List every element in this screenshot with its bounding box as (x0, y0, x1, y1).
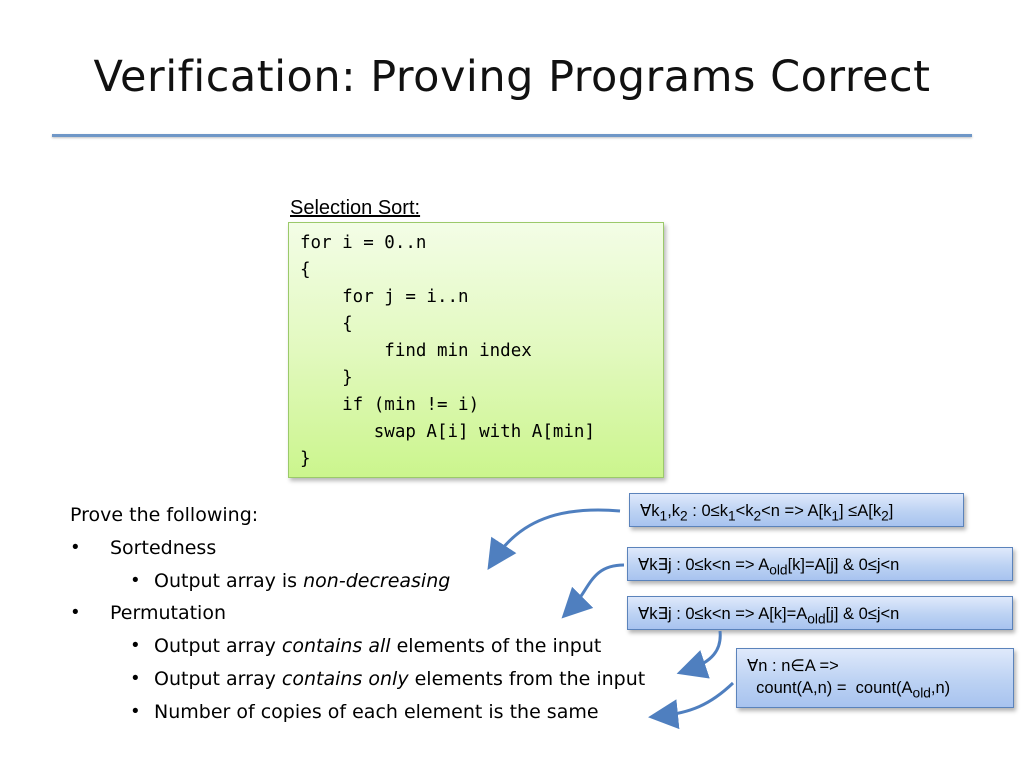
formula-text: ∀k∃j : 0≤k<n => A[k]=A (638, 605, 808, 623)
sortedness-formula-box (629, 493, 964, 527)
item-text: elements of the input (390, 635, 602, 657)
code-line: for i = 0..n (300, 233, 427, 253)
formula-subscript: 1 (727, 508, 736, 524)
bullet-dot: • (132, 635, 139, 656)
item-emphasis: non-decreasing (303, 570, 451, 592)
code-line: } (300, 449, 311, 469)
formula-text: ,n) (930, 679, 951, 697)
slide-title: Verification: Proving Programs Correct (93, 52, 931, 102)
formula-text: ] (888, 502, 894, 520)
code-line: for j = i..n (300, 287, 469, 307)
code-line: if (min != i) (300, 395, 480, 415)
code-line: { (300, 314, 353, 334)
formula-text: [k]=A[j] & 0≤j<n (787, 556, 900, 574)
arrow-to-contains-only (688, 631, 720, 670)
formula-subscript: 2 (680, 508, 688, 524)
code-line: swap A[i] with A[min] (300, 422, 596, 442)
formula-line: ∀n : n∈A => (747, 657, 839, 675)
sortedness-heading: Sortedness (110, 537, 217, 559)
formula-subscript: 2 (881, 508, 889, 524)
code-line: find min index (300, 341, 532, 361)
count-formula-box (736, 648, 1014, 708)
formula-text: <k (735, 502, 754, 520)
contains-all-formula-box (627, 547, 1013, 581)
sortedness-item-non-decreasing (154, 570, 450, 592)
item-emphasis: contains only (281, 668, 409, 690)
code-line: } (300, 368, 353, 388)
bullet-dot: • (72, 537, 79, 558)
bullet-dot: • (132, 701, 139, 722)
permutation-item-contains-only (154, 668, 645, 690)
contains-only-formula-box (627, 596, 1013, 630)
formula-text: count(A,n) = count(A (747, 679, 913, 697)
bullet-dot: • (72, 602, 79, 623)
formula-text: ∀k∃j : 0≤k<n => A (638, 556, 770, 574)
permutation-heading: Permutation (110, 602, 226, 624)
item-text: Output array (154, 635, 282, 657)
formula-text: ] ≤A[k (839, 502, 882, 520)
item-text: Output array (154, 668, 282, 690)
formula-text: ∀k (640, 502, 660, 520)
code-line: { (300, 260, 311, 280)
arrow-to-contains-all (570, 565, 624, 610)
formula-subscript: old (807, 611, 826, 627)
permutation-item-same-copies: Number of copies of each element is the same (154, 701, 599, 723)
arrow-to-same-copies (660, 683, 733, 716)
formula-subscript: 2 (753, 508, 762, 524)
formula-subscript: 1 (659, 508, 668, 524)
formula-text: : 0≤k (687, 502, 728, 520)
arrow-to-non-decreasing (494, 510, 620, 560)
code-box (288, 222, 664, 478)
item-text: elements from the input (408, 668, 646, 690)
title-divider (52, 134, 972, 137)
item-emphasis: contains all (281, 635, 391, 657)
proof-intro: Prove the following: (70, 504, 259, 526)
formula-text: ,k (667, 502, 681, 520)
item-text: Output array is (154, 570, 304, 592)
formula-subscript: 1 (831, 508, 839, 524)
formula-text: <n => A[k (761, 502, 832, 520)
bullet-dot: • (132, 570, 139, 591)
formula-subscript: old (912, 685, 931, 701)
bullet-dot: • (132, 668, 139, 689)
formula-text: [j] & 0≤j<n (825, 605, 900, 623)
formula-subscript: old (769, 562, 788, 578)
permutation-item-contains-all (154, 635, 601, 657)
code-label: Selection Sort: (290, 197, 421, 219)
